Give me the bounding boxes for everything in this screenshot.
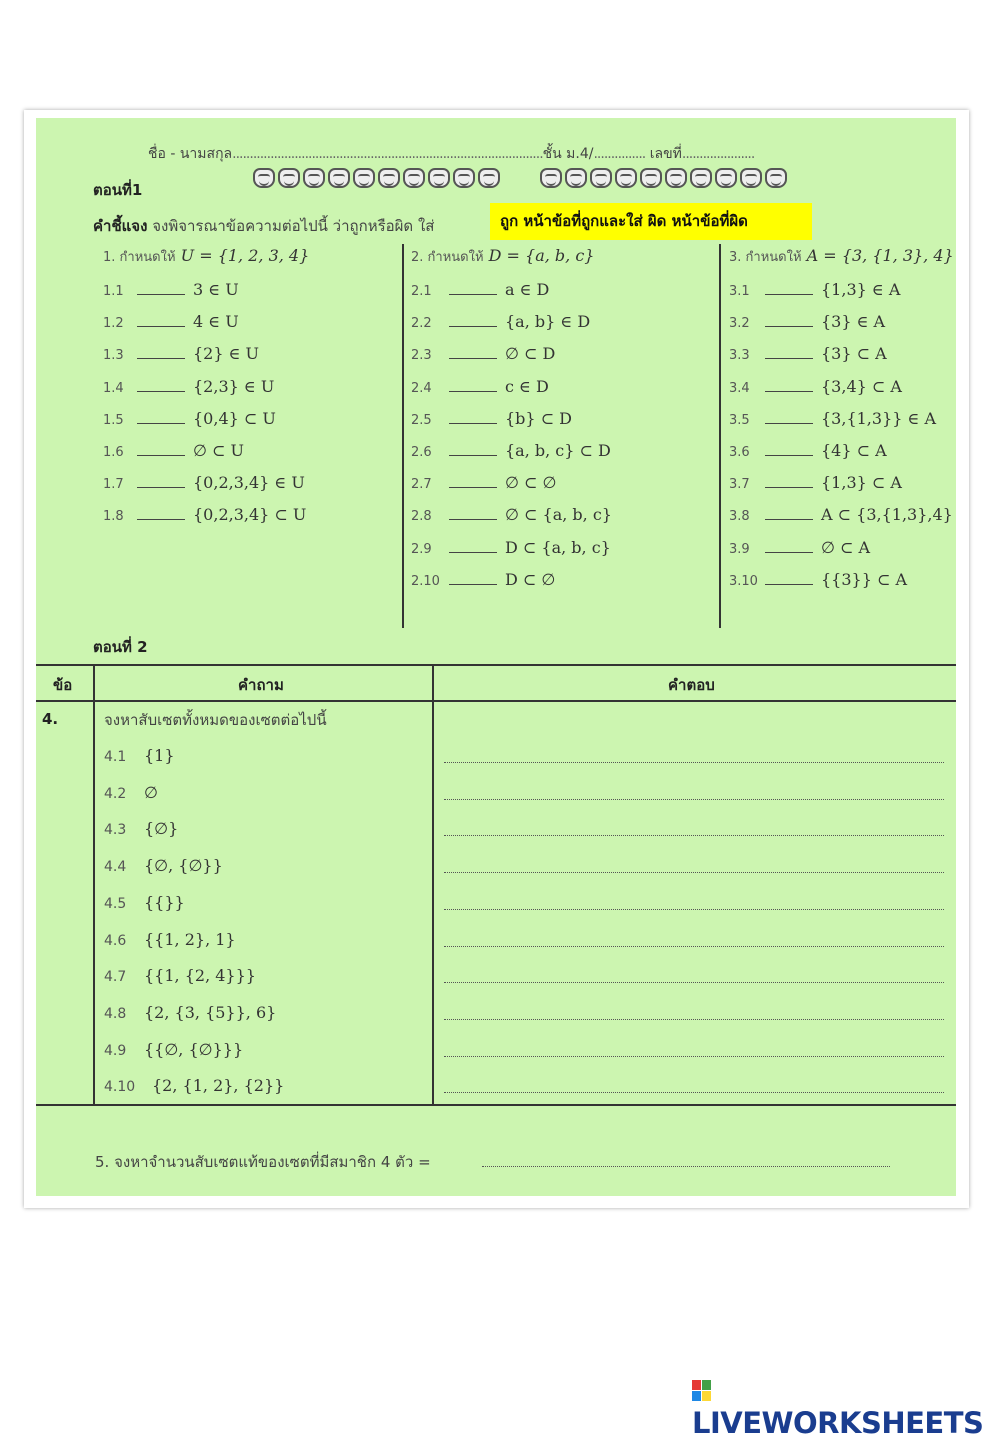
smiley-icon [665, 168, 687, 188]
answer-blank[interactable] [137, 441, 185, 456]
smiley-icon [378, 168, 400, 188]
statement-number: 3.6 [729, 445, 750, 460]
answer-line[interactable] [444, 799, 944, 800]
statement-text: {0,2,3,4} ∈ U [193, 473, 305, 493]
answer-blank[interactable] [137, 377, 185, 392]
statement-row [103, 409, 276, 428]
name-label: ชื่อ - นามสกุล [148, 146, 233, 162]
number-blank[interactable]: ..................... [681, 146, 755, 162]
answer-line[interactable] [444, 982, 944, 983]
answer-blank[interactable] [137, 280, 185, 295]
statement-row [411, 538, 611, 557]
smiley-icon [403, 168, 425, 188]
logo-mark-icon [692, 1380, 712, 1402]
answer-blank[interactable] [137, 505, 185, 520]
statement-number: 1.7 [103, 477, 124, 493]
statement-row [411, 441, 611, 460]
statement-text: ∅ ⊂ {a, b, c} [505, 505, 612, 525]
answer-blank[interactable] [449, 473, 497, 488]
instruction-line [93, 214, 434, 238]
subset-item [104, 930, 236, 949]
subset-item-set: {{∅, {∅}}} [144, 1039, 244, 1059]
smiley-icon [540, 168, 562, 188]
smiley-icon [478, 168, 500, 188]
statement-number: 1.8 [103, 509, 124, 525]
statement-row [103, 377, 274, 396]
statement-row [103, 473, 305, 492]
answer-blank[interactable] [765, 473, 813, 488]
answer-line[interactable] [444, 946, 944, 947]
statement-text: {3} ∈ A [821, 312, 886, 332]
statement-row [103, 344, 259, 363]
subset-item-set: {2, {3, {5}}, 6} [144, 1002, 277, 1022]
subset-item-set: {1} [144, 746, 175, 765]
answer-blank[interactable] [449, 344, 497, 359]
column-heading-set: A = {3, {1, 3}, 4} [806, 246, 954, 265]
student-info-line [148, 143, 754, 165]
answer-line[interactable] [444, 762, 944, 763]
answer-line[interactable] [444, 1092, 944, 1093]
answer-blank[interactable] [137, 344, 185, 359]
answer-blank[interactable] [449, 312, 497, 327]
statement-text: a ∈ D [505, 280, 550, 299]
answer-blank[interactable] [765, 441, 813, 456]
smiley-icon [278, 168, 300, 188]
subset-item-set: {2, {1, 2}, {2}} [152, 1076, 285, 1096]
col2-heading [411, 246, 594, 267]
table-col-divider [93, 664, 95, 1106]
column-heading-set: D = {a, b, c} [488, 246, 595, 265]
statement-number: 2.4 [411, 380, 432, 396]
table-bottom-border [36, 1104, 956, 1106]
answer-blank[interactable] [449, 377, 497, 392]
smiley-icon [565, 168, 587, 188]
part2-title: ตอนที่ 2 [93, 638, 148, 656]
smiley-icon [765, 168, 787, 188]
statement-text: {0,4} ⊂ U [193, 408, 276, 428]
col1-heading [103, 246, 309, 267]
smiley-icon [428, 168, 450, 188]
statement-row [411, 344, 555, 363]
subset-item [104, 1003, 276, 1022]
statement-text: 4 ∈ U [193, 312, 239, 332]
smiley-icon [453, 168, 475, 188]
statement-text: {{3}} ⊂ A [821, 569, 908, 589]
subset-item-number: 4.1 [104, 749, 127, 765]
statement-text: {2} ∈ U [193, 344, 260, 364]
subset-item [104, 819, 178, 838]
answer-blank[interactable] [449, 570, 497, 585]
subset-item-set: {{1, 2}, 1} [144, 929, 236, 949]
smiley-row-right [540, 168, 790, 192]
class-label: ชั้น ม.4/ [542, 146, 594, 162]
statement-row [411, 280, 549, 299]
statement-number: 2.3 [411, 348, 432, 364]
column-divider [402, 244, 404, 628]
instruction-highlight: ถูก หน้าข้อที่ถูกและใส่ ผิด หน้าข้อที่ผิด [490, 203, 812, 240]
subset-item-number: 4.6 [104, 932, 127, 949]
answer-blank[interactable] [449, 441, 497, 456]
subset-item-set: {{1, {2, 4}}} [144, 966, 256, 986]
smiley-icon [328, 168, 350, 188]
logo-text: LIVEWORKSHEETS [692, 1406, 984, 1440]
table-header-no: ข้อ [53, 676, 73, 694]
statement-row [103, 505, 306, 524]
statement-text: ∅ ⊂ U [193, 441, 244, 460]
statement-number: 2.8 [411, 509, 432, 525]
statement-row [411, 377, 549, 396]
statement-row [411, 505, 612, 524]
statement-row [729, 473, 902, 492]
answer-blank[interactable] [765, 280, 813, 295]
answer-blank[interactable] [137, 409, 185, 424]
statement-number: 2.6 [411, 445, 432, 460]
statement-text: {3,{1,3}} ∈ A [821, 408, 936, 428]
statement-text: {1,3} ∈ A [821, 280, 901, 299]
statement-row [729, 570, 907, 589]
statement-text: {0,2,3,4} ⊂ U [193, 505, 307, 525]
question-text: จงหาสับเซตทั้งหมดของเซตต่อไปนี้ [104, 711, 327, 729]
table-col-divider [432, 664, 434, 1106]
statement-number: 2.1 [411, 284, 432, 299]
name-blank[interactable]: .......................................................................................... [232, 146, 543, 162]
statement-number: 2.2 [411, 316, 432, 332]
answer-line[interactable] [444, 909, 944, 910]
statement-row [729, 409, 936, 428]
statement-text: {4} ⊂ A [821, 441, 887, 460]
statement-text: {a, b, c} ⊂ D [505, 441, 611, 460]
question-5-text: 5. จงหาจำนวนสับเซตแท้ของเซตที่มีสมาชิก 4 ตัว = [95, 1153, 431, 1171]
smiley-icon [590, 168, 612, 188]
answer-line[interactable] [444, 1019, 944, 1020]
statement-row [411, 570, 555, 589]
statement-row [103, 280, 239, 299]
column-heading-label: 1. กำหนดให้ [103, 250, 176, 265]
answer-blank[interactable] [765, 377, 813, 392]
statement-number: 2.10 [411, 573, 440, 589]
column-heading-label: 3. กำหนดให้ [729, 250, 802, 265]
answer-blank[interactable] [765, 538, 813, 553]
statement-number: 3.1 [729, 284, 750, 299]
statement-number: 3.2 [729, 316, 750, 332]
subset-item [104, 783, 158, 802]
statement-text: A ⊂ {3,{1,3},4} [821, 505, 953, 525]
statement-text: 3 ∈ U [193, 280, 239, 299]
answer-blank[interactable] [449, 538, 497, 553]
answer-blank[interactable] [137, 473, 185, 488]
question-5-answer-field[interactable] [482, 1166, 890, 1167]
statement-text: {3,4} ⊂ A [821, 376, 902, 396]
statement-row [103, 312, 239, 331]
statement-row [729, 505, 953, 524]
statement-text: {b} ⊂ D [505, 408, 573, 428]
subset-item [104, 746, 175, 765]
statement-number: 3.4 [729, 380, 750, 396]
statement-number: 1.1 [103, 284, 124, 299]
statement-number: 1.4 [103, 380, 124, 396]
answer-blank[interactable] [137, 312, 185, 327]
answer-line[interactable] [444, 835, 944, 836]
statement-text: {3} ⊂ A [821, 344, 887, 364]
smiley-icon [615, 168, 637, 188]
statement-number: 3.3 [729, 348, 750, 364]
table-top-border [36, 664, 956, 666]
subset-item-number: 4.9 [104, 1042, 127, 1059]
answer-line[interactable] [444, 872, 944, 873]
statement-row [729, 441, 887, 460]
col3-heading [729, 246, 954, 267]
statement-text: {2,3} ∈ U [193, 376, 275, 396]
subset-item [104, 893, 185, 912]
statement-text: c ∈ D [505, 376, 549, 396]
table-header-question: คำถาม [238, 676, 284, 694]
statement-text: ∅ ⊂ ∅ [505, 473, 557, 493]
statement-number: 2.5 [411, 412, 432, 428]
statement-number: 1.5 [103, 412, 124, 428]
answer-blank[interactable] [449, 280, 497, 295]
question-5 [95, 1150, 431, 1174]
instruction-label: คำชี้แจง [93, 217, 148, 235]
statement-row [729, 344, 887, 363]
statement-row [103, 441, 244, 460]
statement-number: 1.6 [103, 445, 124, 460]
statement-row [729, 280, 900, 299]
statement-text: ∅ ⊂ A [821, 537, 871, 557]
answer-blank[interactable] [449, 505, 497, 520]
smiley-icon [715, 168, 737, 188]
answer-blank[interactable] [765, 312, 813, 327]
subset-item-number: 4.10 [104, 1079, 136, 1096]
subset-item-number: 4.2 [104, 785, 127, 802]
statement-text: {1,3} ⊂ A [821, 473, 902, 493]
statement-row [411, 312, 590, 331]
part1-title: ตอนที่1 [93, 181, 143, 199]
subset-item-set: ∅ [144, 782, 158, 802]
smiley-icon [353, 168, 375, 188]
statement-number: 2.7 [411, 477, 432, 493]
statement-number: 3.5 [729, 412, 750, 428]
statement-number: 3.10 [729, 573, 758, 589]
class-blank[interactable]: ............... [593, 146, 646, 162]
smiley-icon [640, 168, 662, 188]
subset-item-number: 4.4 [104, 859, 127, 876]
statement-row [411, 409, 572, 428]
subset-item-set: {∅, {∅}} [144, 856, 223, 876]
answer-line[interactable] [444, 1056, 944, 1057]
subset-item-set: {{}} [144, 892, 185, 912]
statement-row [729, 377, 902, 396]
statement-number: 2.9 [411, 541, 432, 557]
smiley-icon [690, 168, 712, 188]
subset-item [104, 1076, 284, 1095]
statement-text: D ⊂ ∅ [505, 569, 556, 589]
subset-item [104, 1040, 243, 1059]
column-heading-label: 2. กำหนดให้ [411, 250, 484, 265]
subset-item-number: 4.3 [104, 822, 127, 839]
answer-blank[interactable] [765, 505, 813, 520]
statement-text: ∅ ⊂ D [505, 344, 556, 364]
subset-item-number: 4.7 [104, 969, 127, 986]
statement-text: {a, b} ∈ D [505, 312, 591, 332]
statement-number: 1.2 [103, 316, 124, 332]
question-number: 4. [42, 710, 59, 728]
statement-row [411, 473, 556, 492]
statement-number: 3.9 [729, 541, 750, 557]
statement-row [729, 538, 870, 557]
statement-text: D ⊂ {a, b, c} [505, 537, 611, 557]
statement-number: 1.3 [103, 348, 124, 364]
subset-item-number: 4.8 [104, 1005, 127, 1022]
answer-blank[interactable] [765, 344, 813, 359]
smiley-icon [253, 168, 275, 188]
answer-blank[interactable] [765, 570, 813, 585]
table-header-answer: คำตอบ [668, 676, 715, 694]
table-header-border [36, 700, 956, 702]
smiley-row-left [253, 168, 503, 192]
smiley-icon [303, 168, 325, 188]
number-label: เลขที่ [649, 146, 682, 162]
smiley-icon [740, 168, 762, 188]
statement-number: 3.8 [729, 509, 750, 525]
subset-item [104, 856, 223, 875]
statement-row [729, 312, 885, 331]
liveworksheets-logo [692, 1372, 1000, 1440]
subset-item [104, 966, 256, 985]
subset-item-number: 4.5 [104, 895, 127, 912]
statement-number: 3.7 [729, 477, 750, 493]
instruction-text: จงพิจารณาข้อความต่อไปนี้ ว่าถูกหรือผิด ใส่ [152, 217, 435, 235]
column-divider [719, 244, 721, 628]
answer-blank[interactable] [765, 409, 813, 424]
answer-blank[interactable] [449, 409, 497, 424]
column-heading-set: U = {1, 2, 3, 4} [180, 246, 310, 265]
subset-item-set: {∅} [144, 819, 179, 839]
